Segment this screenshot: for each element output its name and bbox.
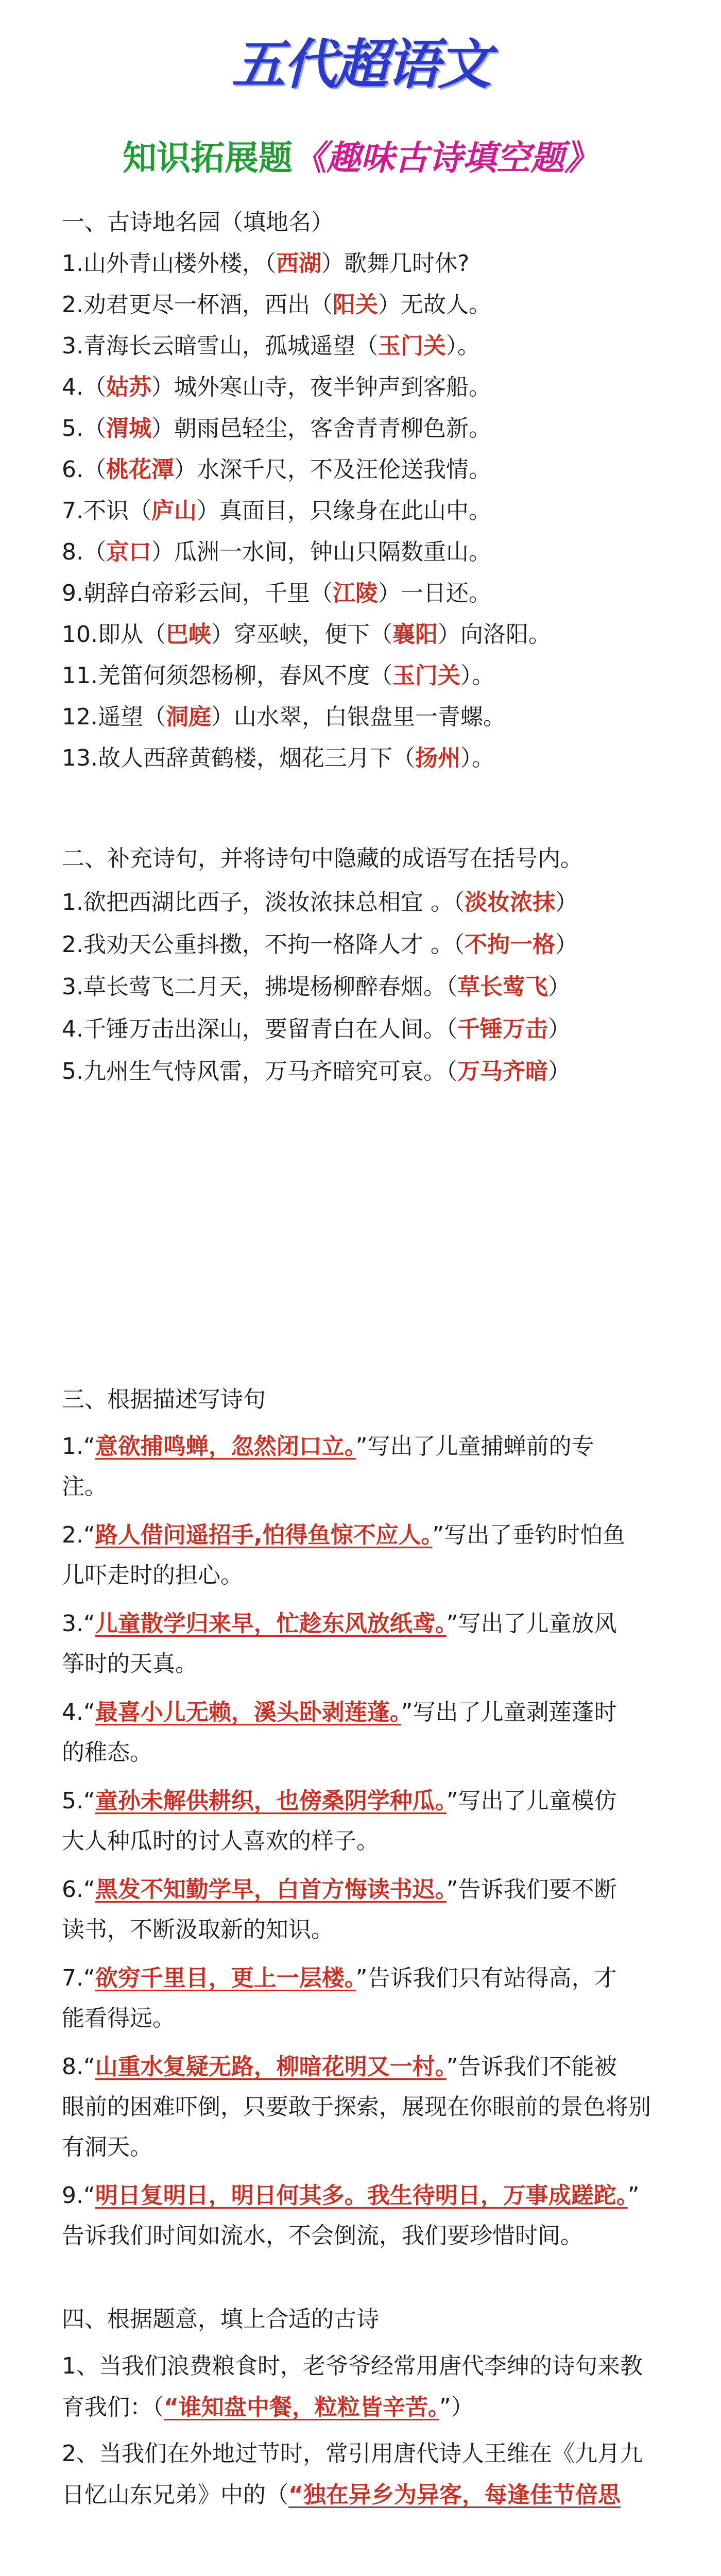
section-1-title xyxy=(62,206,659,239)
section-3-item xyxy=(62,1733,659,1772)
section-2-item xyxy=(62,1055,659,1088)
item-text: ”告诉我们只有站得高，才 xyxy=(355,1965,617,1991)
section-1-item xyxy=(62,701,659,734)
section-3-item xyxy=(62,1870,659,1909)
answer-text: 西湖 xyxy=(276,250,321,277)
item-text: 的稚态。 xyxy=(62,1739,152,1766)
item-text: 有洞天。 xyxy=(62,2134,152,2160)
item-text: 13.故人西辞黄鹤楼，烟花三月下（ xyxy=(62,745,415,771)
answer-text: 江陵 xyxy=(332,580,378,606)
answer-text: 淡妆浓抹 xyxy=(464,889,555,916)
section-3-item xyxy=(62,1516,659,1555)
answer-text: 洞庭 xyxy=(165,704,211,730)
answer-text: 万马齐暗 xyxy=(457,1058,548,1084)
item-text: ）向洛阳。 xyxy=(437,621,551,648)
item-text: ）。 xyxy=(460,745,494,771)
item-text: ） xyxy=(547,974,571,1000)
section-3-item xyxy=(62,2128,659,2167)
item-text: 1、当我们浪费粮食时，老爷爷经常用唐代李绅的诗句来教 xyxy=(62,2353,643,2379)
section-1-item xyxy=(62,536,659,569)
item-text: 眼前的困难吓倒，只要敢于探索，展现在你眼前的景色将别 xyxy=(62,2094,651,2120)
item-text: 8.“ xyxy=(62,2054,95,2080)
section-1-item xyxy=(62,495,659,528)
item-text: 6.“ xyxy=(62,1876,95,1903)
section-3-item xyxy=(62,2216,659,2256)
section-3-item xyxy=(62,2047,659,2087)
section-1-item xyxy=(62,577,659,610)
answer-text: 襄阳 xyxy=(392,621,438,648)
item-text: 儿吓走时的担心。 xyxy=(62,1562,243,1588)
answer-text: 玉门关 xyxy=(377,333,446,359)
answer-text: 庐山 xyxy=(151,498,197,524)
section-3-item xyxy=(62,1999,659,2038)
section-2-item xyxy=(62,886,659,919)
answer-text: 山重水复疑无路，柳暗花明又一村。 xyxy=(95,2054,447,2080)
section-3-item xyxy=(62,1910,659,1950)
item-text: 2.“ xyxy=(62,1522,95,1548)
item-text: ”写出了儿童放风 xyxy=(446,1611,617,1637)
item-text: ） xyxy=(555,889,578,916)
item-text: ）瓜洲一水间，钟山只隔数重山。 xyxy=(151,539,491,565)
section-3-item xyxy=(62,2088,659,2127)
answer-text: 不拘一格 xyxy=(464,931,555,958)
section-3-item xyxy=(62,1822,659,1861)
answer-text: 路人借问遥招手,怕得鱼惊不应人。 xyxy=(95,1522,433,1548)
answer-text: “独在异乡为异客，每逢佳节倍思 xyxy=(288,2482,621,2508)
section-3-item xyxy=(62,1427,659,1466)
item-text: 1.欲把西湖比西子，淡妆浓抹总相宜 。（ xyxy=(62,889,465,916)
item-text: ） xyxy=(555,931,578,958)
answer-text: 欲穷千里目，更上一层楼。 xyxy=(95,1965,356,1991)
item-text: 3.“ xyxy=(62,1611,95,1637)
answer-text: 玉门关 xyxy=(392,663,460,689)
answer-text: “谁知盘中餐，粒粒皆辛苦。 xyxy=(164,2394,439,2420)
item-text: ”写出了垂钓时怕鱼 xyxy=(432,1522,626,1548)
item-text: 4.千锤万击出深山，要留青白在人间。（ xyxy=(62,1016,457,1042)
section-4-question xyxy=(62,2434,659,2473)
item-text: ）朝雨邑轻尘，客舍青青柳色新。 xyxy=(151,415,491,442)
section-1-item xyxy=(62,742,659,775)
answer-text: 姑苏 xyxy=(106,374,151,400)
item-text: 告诉我们时间如流水，不会倒流，我们要珍惜时间。 xyxy=(62,2223,583,2249)
item-text: 2.我劝天公重抖擞，不拘一格降人才 。（ xyxy=(62,931,465,958)
answer-text: 巴峡 xyxy=(165,621,211,648)
answer-text: 阳关 xyxy=(332,292,378,318)
answer-text: 千锤万击 xyxy=(457,1016,548,1042)
section-3-item xyxy=(62,1782,659,1821)
item-text: ）歌舞几时休? xyxy=(321,250,470,277)
section-title-text: 三、根据描述写诗句 xyxy=(62,1386,266,1413)
section-3-item xyxy=(62,1556,659,1595)
item-text: 10.即从（ xyxy=(62,621,166,648)
item-text: 3.草长莺飞二月天，拂堤杨柳醉春烟。（ xyxy=(62,974,457,1000)
item-text: ）穿巫峡，便下（ xyxy=(211,621,392,648)
answer-text: 京口 xyxy=(106,539,151,565)
answer-text: 儿童散学归来早，忙趁东风放纸鸢。 xyxy=(95,1611,447,1637)
item-text: ）城外寒山寺，夜半钟声到客船。 xyxy=(151,374,491,400)
answer-text: 意欲捕鸣蝉，忽然闭口立。 xyxy=(95,1433,356,1460)
answer-text: 童孙未解供耕织，也傍桑阴学种瓜。 xyxy=(95,1788,447,1814)
item-text: 5.九州生气恃风雷，万马齐暗究可哀。（ xyxy=(62,1058,457,1084)
item-text: 1.山外青山楼外楼，（ xyxy=(62,250,276,277)
item-text: 能看得远。 xyxy=(62,2005,175,2031)
item-text: 读书，不断汲取新的知识。 xyxy=(62,1917,334,1943)
answer-text: 最喜小儿无赖，溪头卧剥莲蓬。 xyxy=(95,1699,401,1725)
item-text: 1.“ xyxy=(62,1433,95,1460)
section-2-item xyxy=(62,971,659,1004)
item-text: 注。 xyxy=(62,1473,107,1500)
item-text: ）。 xyxy=(460,663,494,689)
page-subtitle xyxy=(0,135,721,181)
item-text: ）真面目，只缘身在此山中。 xyxy=(196,498,491,524)
item-text: 9.朝辞白帝彩云间，千里（ xyxy=(62,580,333,606)
subtitle-title: 《趣味古诗填空题》 xyxy=(293,138,598,178)
item-text: ） xyxy=(547,1058,571,1084)
section-3-item xyxy=(62,1604,659,1643)
section-title-text: 二、补充诗句，并将诗句中隐藏的成语写在括号内。 xyxy=(62,845,583,872)
item-text: 5.（ xyxy=(62,415,106,442)
item-text: 7.不识（ xyxy=(62,498,151,524)
item-text: ”告诉我们要不断 xyxy=(446,1876,617,1903)
section-3-item xyxy=(62,1693,659,1732)
item-text: ” xyxy=(627,2182,640,2209)
section-1-item xyxy=(62,618,659,651)
section-1-item xyxy=(62,453,659,486)
item-text: 5.“ xyxy=(62,1788,95,1814)
item-text: ）一日还。 xyxy=(377,580,491,606)
answer-text: 扬州 xyxy=(415,745,460,771)
item-text: 4.（ xyxy=(62,374,106,400)
section-4-question xyxy=(62,2388,659,2427)
section-3-item xyxy=(62,1467,659,1506)
item-text: 8.（ xyxy=(62,539,106,565)
section-1-item xyxy=(62,247,659,280)
item-text: 筝时的天真。 xyxy=(62,1651,198,1677)
item-text: 7.“ xyxy=(62,1965,95,1991)
section-1-item xyxy=(62,659,659,692)
section-3-item xyxy=(62,1645,659,1684)
section-3-title xyxy=(62,1383,659,1416)
item-text: ）无故人。 xyxy=(377,292,491,318)
item-text: ）山水翠，白银盘里一青螺。 xyxy=(211,704,506,730)
brand-logo: 五代超语文 xyxy=(231,33,489,96)
section-1-item xyxy=(62,371,659,404)
section-4-title xyxy=(62,2303,659,2336)
answer-text: 渭城 xyxy=(106,415,151,442)
item-text: ”写出了儿童剥莲蓬时 xyxy=(401,1699,617,1725)
item-text: ）水深千尺，不及汪伦送我情。 xyxy=(174,456,491,483)
item-text: ”写出了儿童捕蝉前的专 xyxy=(355,1433,594,1460)
section-4-question xyxy=(62,2476,659,2515)
section-3-item xyxy=(62,1959,659,1998)
item-text: ”写出了儿童模仿 xyxy=(446,1788,617,1814)
section-2-item xyxy=(62,1013,659,1046)
item-text: 育我们：（ xyxy=(62,2394,164,2420)
item-text: 9.“ xyxy=(62,2182,95,2209)
answer-text: 明日复明日，明日何其多。我生待明日，万事成蹉跎。 xyxy=(95,2182,628,2209)
item-text: ”告诉我们不能被 xyxy=(446,2054,617,2080)
item-text: 11.羌笛何须怨杨柳，春风不度（ xyxy=(62,663,392,689)
answer-text: 黑发不知勤学早，白首方悔读书迟。 xyxy=(95,1876,447,1903)
section-1-item xyxy=(62,289,659,321)
section-1-item xyxy=(62,330,659,363)
item-text: 6.（ xyxy=(62,456,106,483)
item-text: ） xyxy=(547,1016,571,1042)
subtitle-prefix: 知识拓展题 xyxy=(123,138,293,178)
item-text: 日忆山东兄弟》中的（ xyxy=(62,2482,288,2508)
answer-text: 桃花潭 xyxy=(106,456,174,483)
item-text: 2.劝君更尽一杯酒，西出（ xyxy=(62,292,333,318)
answer-text: 草长莺飞 xyxy=(457,974,548,1000)
section-title-text: 一、古诗地名园（填地名） xyxy=(62,209,334,235)
item-text: 2、当我们在外地过节时，常引用唐代诗人王维在《九月九 xyxy=(62,2441,643,2467)
item-text: 大人种瓜时的讨人喜欢的样子。 xyxy=(62,1828,379,1854)
item-text: ）。 xyxy=(445,333,480,359)
section-2-title xyxy=(62,842,659,875)
item-text: 4.“ xyxy=(62,1699,95,1725)
section-2-item xyxy=(62,928,659,961)
item-text: ”） xyxy=(439,2394,474,2420)
section-title-text: 四、根据题意，填上合适的古诗 xyxy=(62,2306,379,2332)
section-4-question xyxy=(62,2347,659,2386)
section-1-item xyxy=(62,412,659,445)
item-text: 3.青海长云暗雪山，孤城遥望（ xyxy=(62,333,378,359)
section-3-item xyxy=(62,2176,659,2215)
item-text: 12.遥望（ xyxy=(62,704,166,730)
